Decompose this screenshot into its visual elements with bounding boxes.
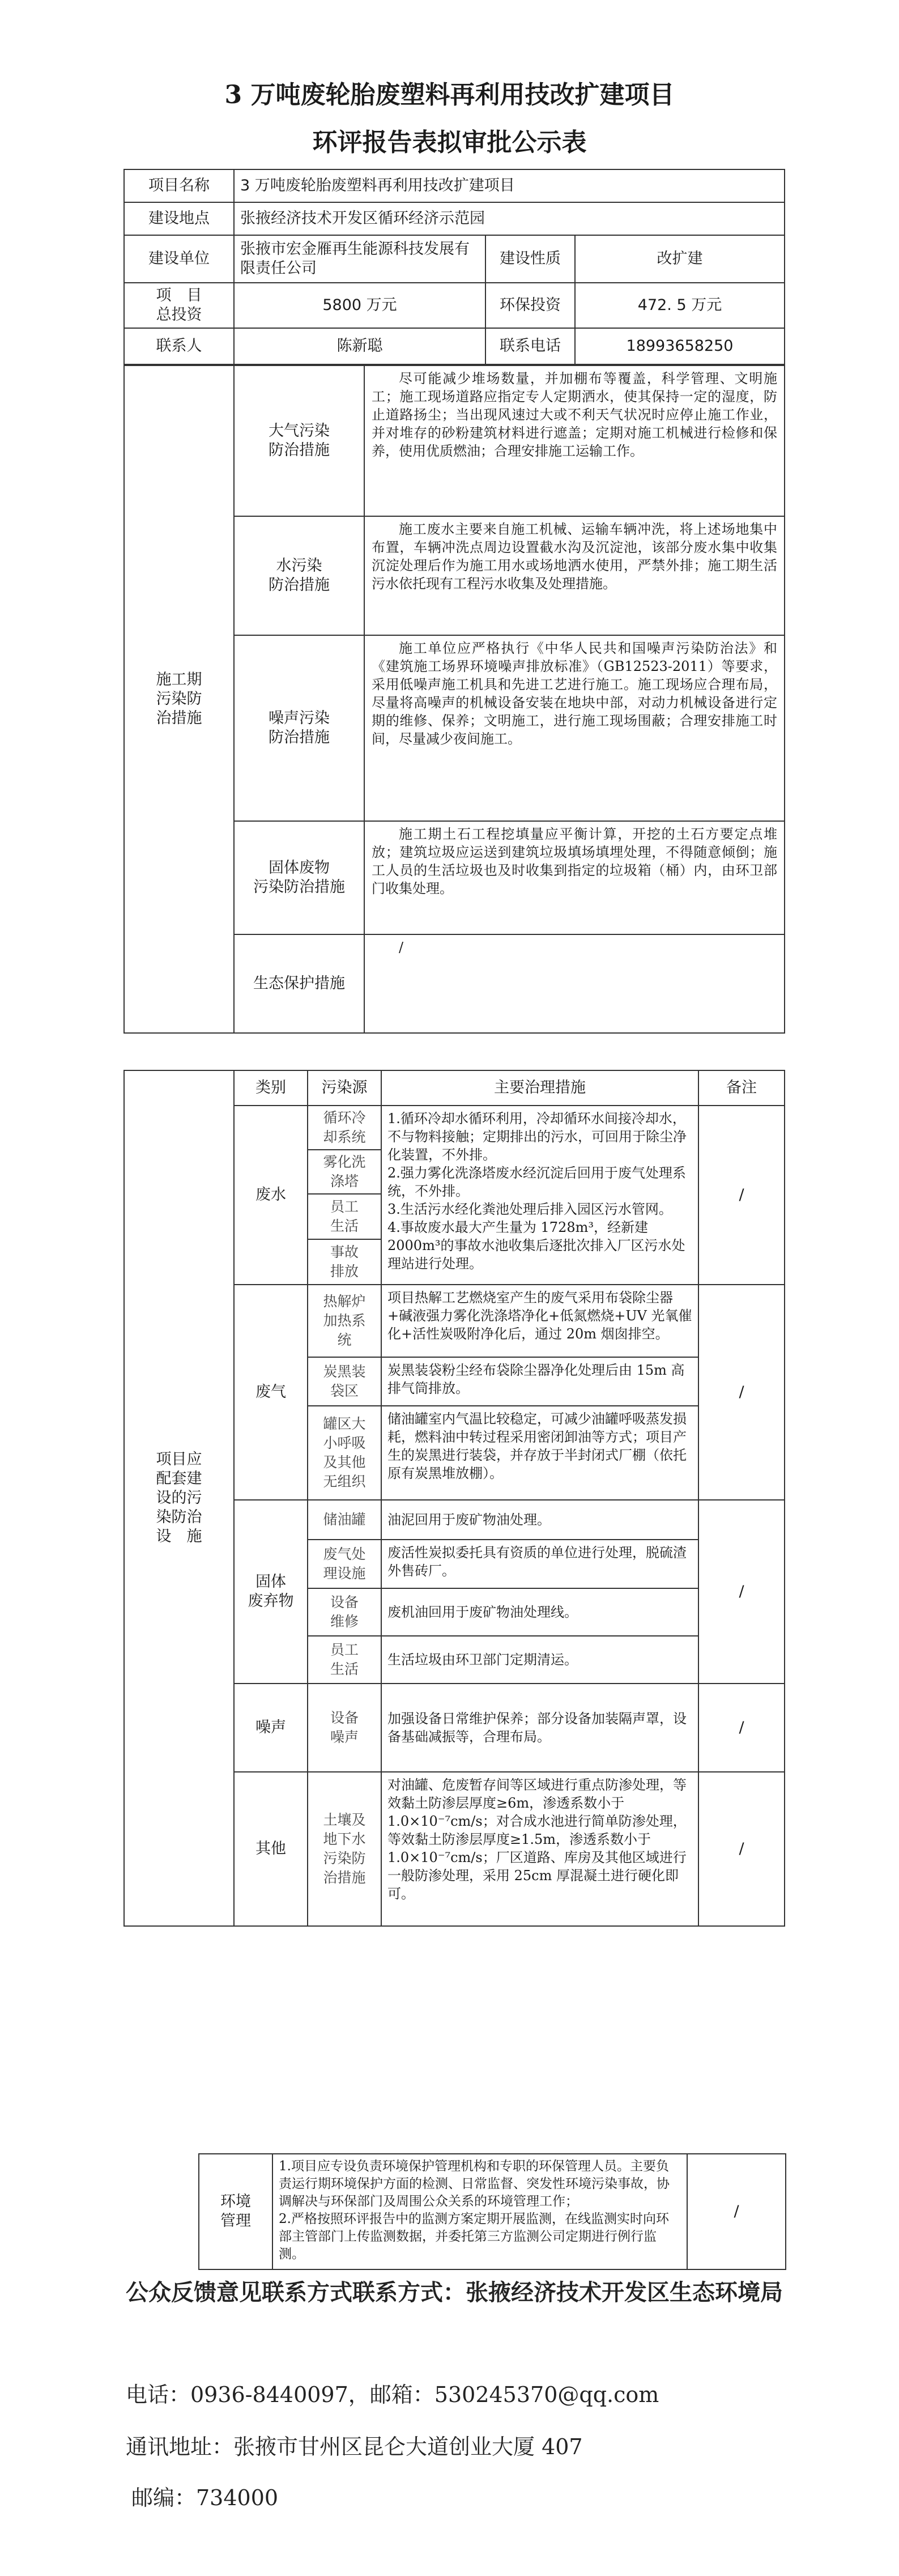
noise-measure-text: 施工单位应严格执行《中华人民共和国噪声污染防治法》和《建筑施工场界环境噪声排放标准》（GB12523-2011）等要求，采用低噪声施工机具和先进工艺进行施工。施工现场应合理布局，尽量将高噪声的机械设备安装在地块中部，对动力机械设备进行定期的维修、保养；文明施工，进行施工现场围蔽；合理安排施工时间，尽量减少夜间施工。 (364, 635, 785, 821)
exhaust-measure-pyrolysis: 项目热解工艺燃烧室产生的废气采用布袋除尘器+碱液强力雾化洗涤塔净化+低氮燃烧+UV 光氧催化+活性炭吸附净化后，通过 20m 烟囱排空。 (381, 1285, 698, 1357)
source-accident: 事故 排放 (308, 1239, 381, 1285)
env-invest-value: 472. 5 万元 (575, 283, 785, 328)
row-unit (124, 235, 785, 283)
source-staff: 员工 生活 (308, 1194, 381, 1239)
wastewater-note: / (698, 1106, 785, 1285)
location-label: 建设地点 (124, 202, 234, 235)
phone-value: 18993658250 (575, 328, 785, 364)
source-maintenance: 设备 维修 (308, 1588, 381, 1636)
category-solid-waste: 固体 废弃物 (234, 1500, 308, 1684)
air-measure-text: 尽可能减少堆场数量，并加棚布等覆盖，科学管理、文明施工；施工现场道路应指定专人定期洒水，使其保持一定的湿度，防止道路扬尘；当出现风速过大或不利天气状况时应停止施工作业，并对堆存的砂粉建筑材料进行遮盖；定期对施工机械进行检修和保养，使用优质燃油；合理安排施工运输工作。 (364, 365, 785, 516)
ecology-measure-label: 生态保护措施 (234, 934, 364, 1033)
other-note: / (698, 1772, 785, 1926)
management-text: 1.项目应专设负责环境保护管理机构和专职的环保管理人员。主要负责运行期环境保护方面的检测、日常监督、突发性环境污染事故，协调解决与环保部门及周围公众关系的环境管理工作； 2.严格按照环评报告中的监测方案定期开展监测，在线监测实时向环部主管部门上传监测数据，并委托第三方监测公司定期进行例行监测。 (272, 2154, 687, 2269)
category-wastewater: 废水 (234, 1106, 308, 1285)
exhaust-measure-bagging: 炭黑装袋粉尘经布袋除尘器净化处理后由 15m 高排气筒排放。 (381, 1357, 698, 1406)
source-pyrolysis: 热解炉 加热系 统 (308, 1285, 381, 1357)
management-note: / (687, 2154, 786, 2269)
header-source: 污染源 (308, 1070, 381, 1106)
solid-waste-measure-text: 施工期土石工程挖填量应平衡计算，开挖的土石方要定点堆放；建筑垃圾应运送到建筑垃圾填场填埋处理，不得随意倾倒；施工人员的生活垃圾也及时收集到指定的垃圾箱（桶）内，由环卫部门收集处理。 (364, 821, 785, 934)
air-measure-label: 大气污染 防治措施 (234, 365, 364, 516)
feedback-postcode: 邮编：734000 (131, 2485, 279, 2510)
construction-group-label: 施工期 污染防 治措施 (124, 365, 234, 1033)
management-table (198, 2153, 786, 2270)
row-contact (124, 328, 785, 364)
facility-table (123, 1070, 785, 1927)
row-location (124, 202, 785, 235)
source-staff-life: 员工 生活 (308, 1636, 381, 1684)
solid-measure-carbon: 废活性炭拟委托具有资质的单位进行处理，脱硫渣外售砖厂。 (381, 1540, 698, 1588)
row-investment (124, 283, 785, 328)
env-invest-label: 环保投资 (485, 283, 575, 328)
category-other: 其他 (234, 1772, 308, 1926)
page-title-line1: 3 万吨废轮胎废塑料再利用技改扩建项目 (224, 80, 675, 109)
exhaust-note: / (698, 1285, 785, 1500)
source-oil-tank: 储油罐 (308, 1500, 381, 1540)
feedback-contact-block (126, 2277, 862, 2309)
unit-label: 建设单位 (124, 235, 234, 283)
source-cooling: 循环冷 却系统 (308, 1106, 381, 1150)
feedback-phone-email: 电话：0936-8440097，邮箱：530245370@qq.com (126, 2382, 659, 2407)
wastewater-measures: 1.循环冷却水循环利用，冷却循环水间接冷却水，不与物料接触；定期排出的污水，可回用于除尘净化装置，不外排。 2.强力雾化洗涤塔废水经沉淀后回用于废气处理系统，不外排。 3.生活污水经化粪池处理后排入园区污水管网。 4.事故废水最大产生量为 1728m³，经新建 2000m³的事故水池收集后逐批次排入厂区污水处理站进行处理。 (381, 1106, 698, 1285)
feedback-title: 公众反馈意见联系方式联系方式：张掖经济技术开发区生态环境局 (126, 2279, 783, 2306)
management-row (199, 2154, 786, 2269)
project-name-value: 3 万吨废轮胎废塑料再利用技改扩建项目 (234, 169, 785, 202)
solid-measure-oil-waste: 废机油回用于废矿物油处理线。 (381, 1588, 698, 1636)
feedback-address: 通讯地址：张掖市甘州区昆仑大道创业大厦 407 (126, 2434, 583, 2459)
header-category: 类别 (234, 1070, 308, 1106)
location-value: 张掖经济技术开发区循环经济示范园 (234, 202, 785, 235)
exhaust-measure-tank: 储油罐室内气温比较稳定，可减少油罐呼吸蒸发损耗，燃料油中转过程采用密闭卸油等方式；项目产生的炭黑进行装袋，并存放于半封闭式厂棚（依托原有炭黑堆放棚）。 (381, 1406, 698, 1500)
category-noise: 噪声 (234, 1684, 308, 1772)
source-equipment-noise: 设备 噪声 (308, 1684, 381, 1772)
unit-value: 张掖市宏金雁再生能源科技发展有限责任公司 (234, 235, 485, 283)
construction-table (123, 365, 785, 1034)
solid-note: / (698, 1500, 785, 1684)
category-exhaust: 废气 (234, 1285, 308, 1500)
page-title-line2: 环评报告表拟审批公示表 (312, 128, 587, 157)
solid-waste-measure-label: 固体废物 污染防治措施 (234, 821, 364, 934)
noise-note: / (698, 1684, 785, 1772)
project-name-label: 项目名称 (124, 169, 234, 202)
noise-measures: 加强设备日常维护保养；部分设备加装隔声罩，设备基础减振等，合理布局。 (381, 1684, 698, 1772)
info-table (123, 169, 785, 365)
header-note: 备注 (698, 1070, 785, 1106)
contact-label: 联系人 (124, 328, 234, 364)
water-measure-label: 水污染 防治措施 (234, 516, 364, 635)
management-label: 环境 管理 (199, 2154, 272, 2269)
phone-label: 联系电话 (485, 328, 575, 364)
construction-row (124, 365, 785, 516)
invest-value: 5800 万元 (234, 283, 485, 328)
water-measure-text: 施工废水主要来自施工机械、运输车辆冲洗，将上述场地集中布置，车辆冲洗点周边设置截水沟及沉淀池，该部分废水集中收集沉淀处理后作为施工用水或场地洒水使用，严禁外排；施工期生活污水依托现有工程污水收集及处理措施。 (364, 516, 785, 635)
source-tank-area: 罐区大 小呼吸 及其他 无组织 (308, 1406, 381, 1500)
noise-measure-label: 噪声污染 防治措施 (234, 635, 364, 821)
facility-header-row (124, 1070, 785, 1106)
source-scrubber: 雾化洗 涤塔 (308, 1150, 381, 1194)
solid-measure-garbage: 生活垃圾由环卫部门定期清运。 (381, 1636, 698, 1684)
contact-value: 陈新聪 (234, 328, 485, 364)
row-project-name (124, 169, 785, 202)
nature-label: 建设性质 (485, 235, 575, 283)
source-groundwater: 土壤及 地下水 污染防 治措施 (308, 1772, 381, 1926)
source-gas-facility: 废气处 理设施 (308, 1540, 381, 1588)
header-measures: 主要治理措施 (381, 1070, 698, 1106)
solid-measure-oil: 油泥回用于废矿物油处理。 (381, 1500, 698, 1540)
ecology-measure-text: / (364, 934, 785, 1033)
nature-value: 改扩建 (575, 235, 785, 283)
source-carbon-bagging: 炭黑装 袋区 (308, 1357, 381, 1406)
invest-label: 项 目 总投资 (124, 283, 234, 328)
facility-group-label: 项目应 配套建 设的污 染防治 设 施 (124, 1070, 234, 1926)
other-measures: 对油罐、危废暂存间等区域进行重点防渗处理，等效黏土防渗层厚度≥6m，渗透系数小于 1.0×10⁻⁷cm/s；对合成水池进行简单防渗处理，等效黏土防渗层厚度≥1.5m，渗透系数小于 1.0×10⁻⁷cm/s；厂区道路、库房及其他区域进行一般防渗处理，采用 25cm 厚混凝土进行硬化即可。 (381, 1772, 698, 1926)
